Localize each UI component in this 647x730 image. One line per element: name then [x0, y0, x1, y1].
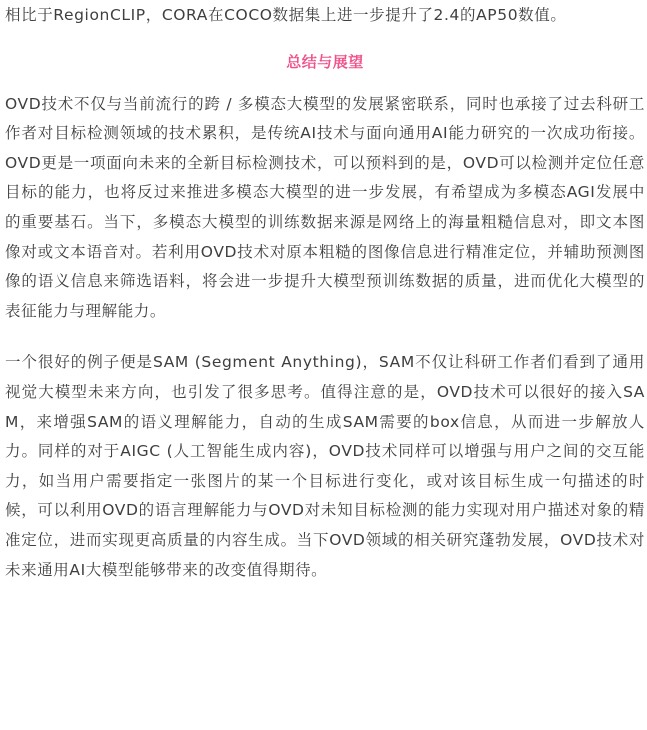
summary-paragraph-1: OVD技术不仅与当前流行的跨 / 多模态大模型的发展紧密联系，同时也承接了过去科研工作者对目标检测领域的技术累积，是传统AI技术与面向通用AI能力研究的一次成功衔接。OVD更是一项面向未来的全新目标检测技术，可以预料到的是，OVD可以检测并定位任意目标的能力，也将反过来推进多模态大模型的进一步发展，有希望成为多模态AGI发展中的重要基石。当下，多模态大模型的训练数据来源是网络上的海量粗糙信息对，即文本图像对或文本语音对。若利用OVD技术对原本粗糙的图像信息进行精准定位，并辅助预测图像的语义信息来筛选语料，将会进一步提升大模型预训练数据的质量，进而优化大模型的表征能力与理解能力。 [5, 94, 645, 320]
summary-paragraph-2: 一个很好的例子便是SAM (Segment Anything)，SAM不仅让科研工作者们看到了通用视觉大模型未来方向，也引发了很多思考。值得注意的是，OVD技术可以很好的接入SAM，来增强SAM的语义理解能力，自动的生成SAM需要的box信息，从而进一步解放人力。同样的对于AIGC (人工智能生成内容)，OVD技术同样可以增强与用户之间的交互能力，如当用户需要指定一张图片的某一个目标进行变化，或对该目标生成一句描述的时候，可以利用OVD的语言理解能力与OVD对未知目标检测的能力实现对用户描述对象的精准定位，进而实现更高质量的内容生成。当下OVD领域的相关研究蓬勃发展，OVD技术对未来通用AI大模型能够带来的改变值得期待。 [5, 353, 645, 579]
section-title: 总结与展望 [286, 52, 364, 71]
intro-paragraph: 相比于RegionCLIP，CORA在COCO数据集上进一步提升了2.4的AP50数值。 [5, 6, 567, 24]
article-body [5, 0, 645, 585]
